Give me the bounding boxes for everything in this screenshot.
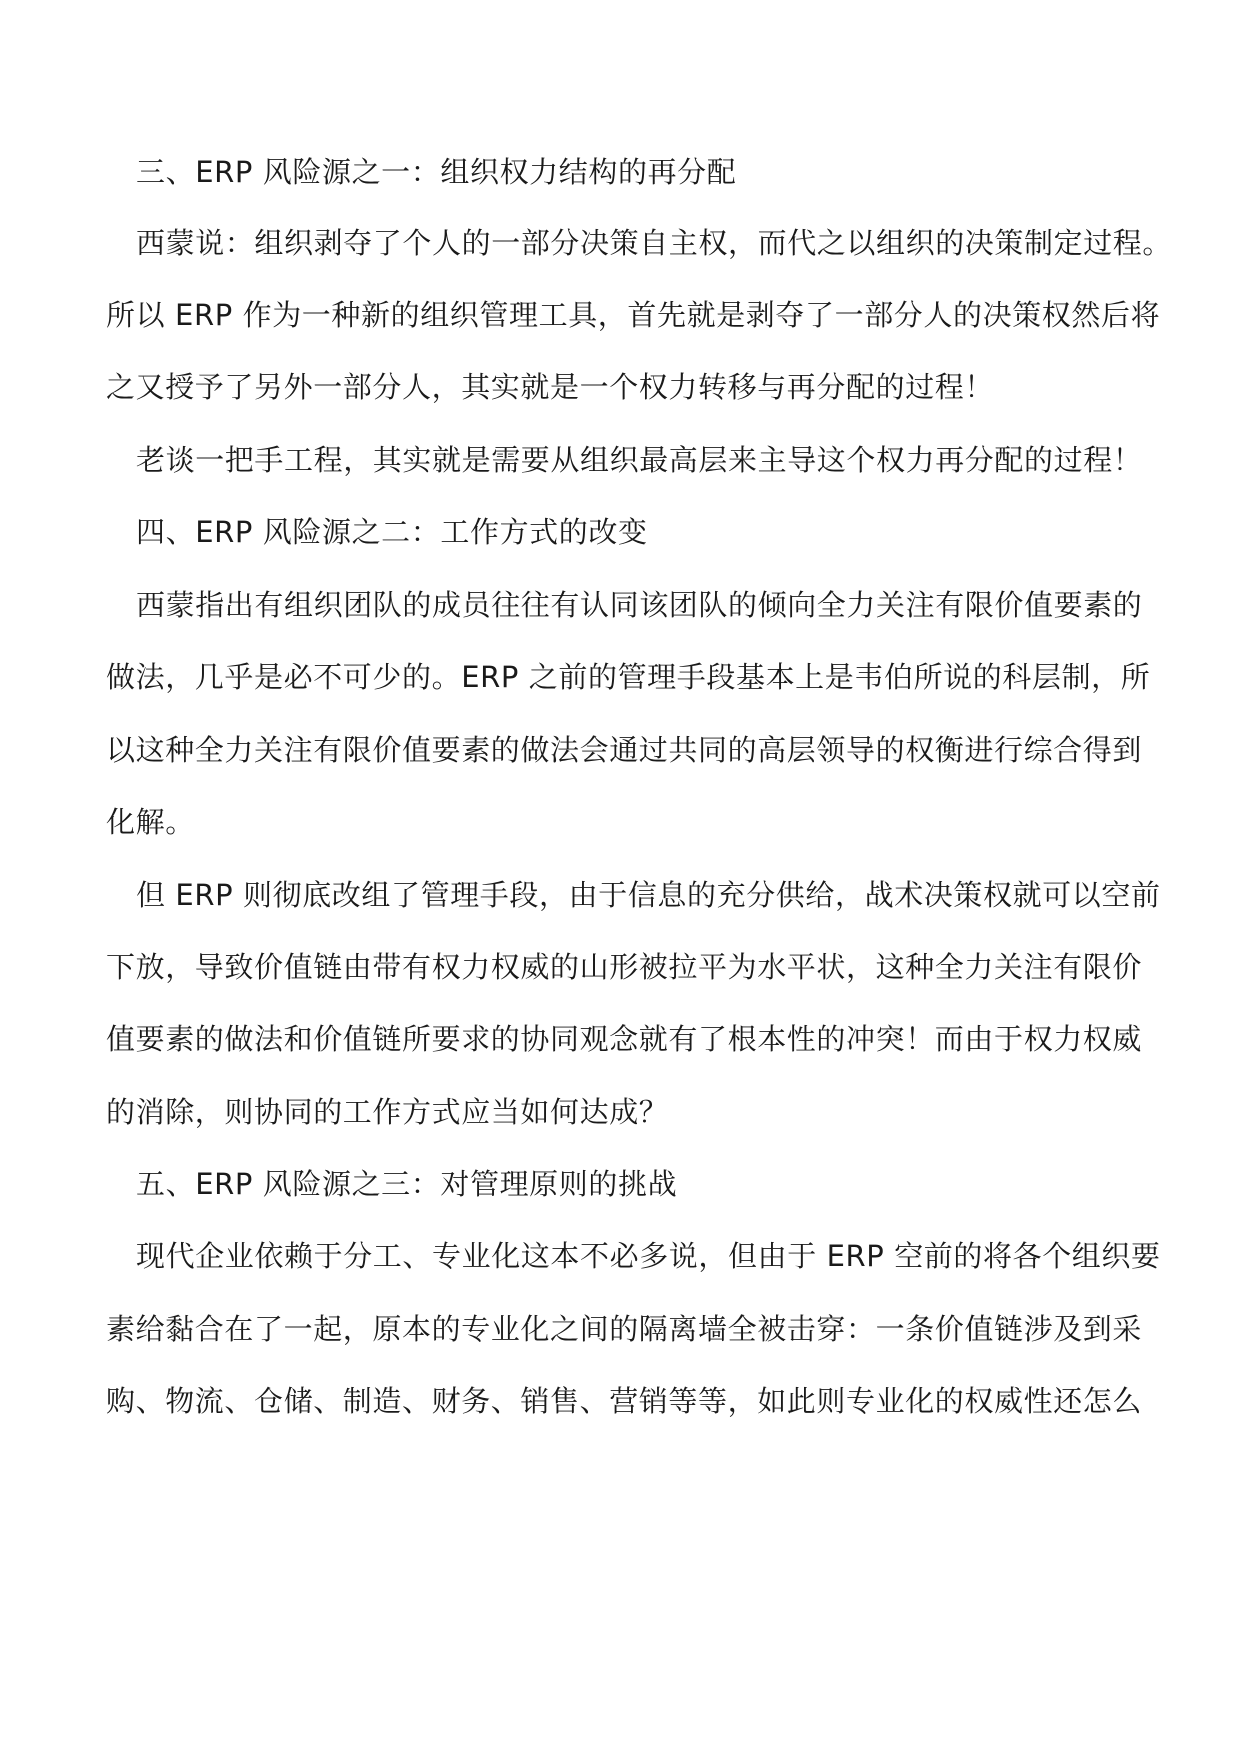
paragraph-line: 化解。 bbox=[106, 805, 195, 839]
paragraph-line: 老谈一把手工程，其实就是需要从组织最高层来主导这个权力再分配的过程！ bbox=[136, 443, 1143, 477]
paragraph-line: 的消除，则协同的工作方式应当如何达成？ bbox=[106, 1095, 669, 1129]
paragraph-line: 但 ERP 则彻底改组了管理手段，由于信息的充分供给，战术决策权就可以空前 bbox=[136, 878, 1161, 912]
paragraph-line: 素给黏合在了一起，原本的专业化之间的隔离墙全被击穿：一条价值链涉及到采 bbox=[106, 1312, 1143, 1346]
heading-line: 三、ERP 风险源之一：组织权力结构的再分配 bbox=[136, 155, 737, 189]
paragraph-line: 购、物流、仓储、制造、财务、销售、营销等等，如此则专业化的权威性还怎么 bbox=[106, 1384, 1143, 1418]
heading-line: 五、ERP 风险源之三：对管理原则的挑战 bbox=[136, 1167, 678, 1201]
paragraph-line: 做法，几乎是必不可少的。ERP 之前的管理手段基本上是韦伯所说的科层制，所 bbox=[106, 660, 1151, 694]
paragraph-line: 西蒙指出有组织团队的成员往往有认同该团队的倾向全力关注有限价值要素的 bbox=[136, 588, 1143, 622]
paragraph-line: 所以 ERP 作为一种新的组织管理工具，首先就是剥夺了一部分人的决策权然后将 bbox=[106, 298, 1161, 332]
paragraph-line: 下放，导致价值链由带有权力权威的山形被拉平为水平状，这种全力关注有限价 bbox=[106, 950, 1143, 984]
paragraph-line: 之又授予了另外一部分人，其实就是一个权力转移与再分配的过程！ bbox=[106, 370, 995, 404]
paragraph-line: 西蒙说：组织剥夺了个人的一部分决策自主权，而代之以组织的决策制定过程。 bbox=[136, 226, 1173, 260]
paragraph-line: 值要素的做法和价值链所要求的协同观念就有了根本性的冲突！而由于权力权威 bbox=[106, 1022, 1143, 1056]
paragraph-line: 现代企业依赖于分工、专业化这本不必多说，但由于 ERP 空前的将各个组织要 bbox=[136, 1239, 1161, 1273]
heading-line: 四、ERP 风险源之二：工作方式的改变 bbox=[136, 515, 648, 549]
paragraph-line: 以这种全力关注有限价值要素的做法会通过共同的高层领导的权衡进行综合得到 bbox=[106, 733, 1143, 767]
